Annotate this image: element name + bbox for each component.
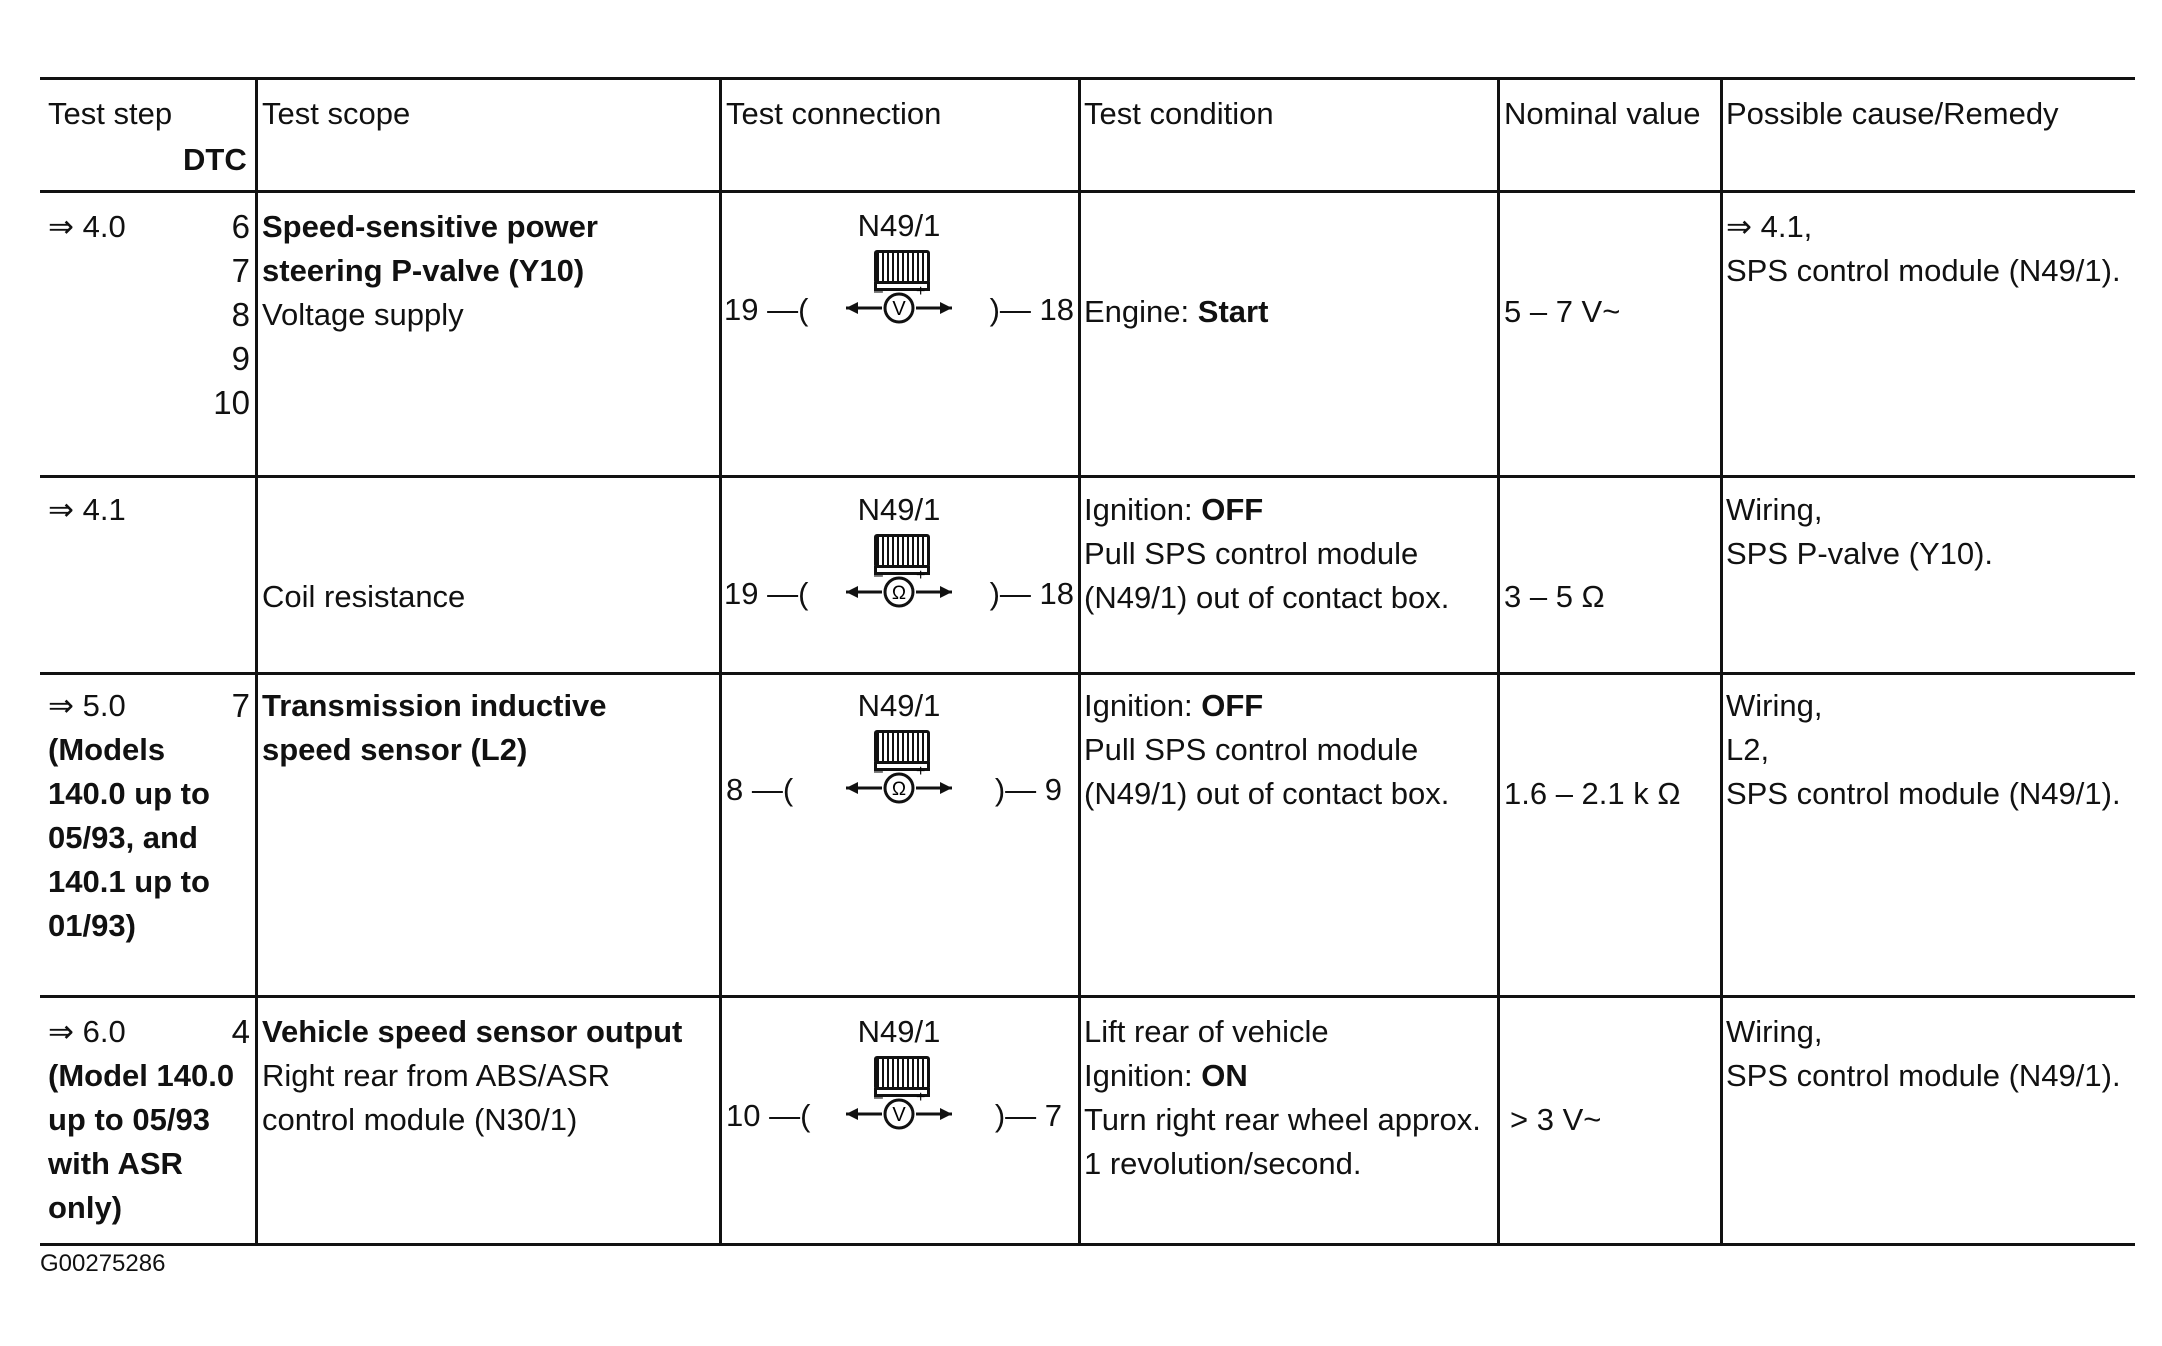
step-note-line: 05/93, and: [48, 820, 198, 855]
meter-symbol: V: [892, 298, 906, 320]
condition-line: (N49/1) out of contact box.: [1084, 580, 1450, 615]
scope-title-line: steering P-valve (Y10): [262, 253, 585, 288]
pin-right: )— 18: [989, 292, 1074, 327]
module-label: N49/1: [857, 1014, 941, 1049]
step-number: ⇒ 5.0: [48, 688, 126, 723]
row1-test-connection: [724, 206, 1074, 336]
row4-test-connection: [724, 1012, 1074, 1142]
step-note-line: (Model 140.0: [48, 1058, 235, 1093]
scope-title-line: Speed-sensitive power: [262, 209, 598, 244]
row2-possible-cause: [1726, 488, 1993, 576]
column-divider-2: [719, 77, 722, 1246]
svg-text:+: +: [916, 570, 926, 584]
row1-dtc-codes: [190, 205, 250, 425]
header-nominal-value: Nominal value: [1504, 96, 1701, 131]
svg-text:+: +: [916, 286, 926, 300]
cause-line: Wiring,: [1726, 492, 1823, 527]
header-test-connection: Test connection: [726, 96, 942, 131]
header-possible-cause: Possible cause/Remedy: [1726, 96, 2059, 131]
connector-box-icon: [874, 1056, 930, 1090]
dtc-code: 9: [231, 340, 250, 377]
pin-right: )— 18: [989, 576, 1074, 611]
voltmeter-ac-icon: [844, 1092, 954, 1136]
row4-test-condition: [1084, 1010, 1481, 1186]
row3-test-step: [48, 684, 210, 948]
condition-label: Ignition:: [1084, 688, 1202, 723]
module-label: N49/1: [857, 688, 941, 723]
condition-value: Start: [1197, 294, 1269, 329]
cause-line: ⇒ 4.1,: [1726, 209, 1813, 244]
condition-label: Engine:: [1084, 294, 1198, 329]
voltmeter-ac-icon: [844, 286, 954, 330]
row3-test-scope: [262, 684, 607, 772]
column-divider-3: [1078, 77, 1081, 1246]
step-note-line: 01/93): [48, 908, 136, 943]
scope-line: Voltage supply: [262, 297, 464, 332]
step-note-line: only): [48, 1190, 123, 1225]
ohmmeter-icon: [844, 766, 954, 810]
condition-line: (N49/1) out of contact box.: [1084, 776, 1450, 811]
cause-line: SPS control module (N49/1).: [1726, 776, 2121, 811]
header-rule: [40, 190, 2135, 193]
cause-line: Wiring,: [1726, 1014, 1823, 1049]
column-divider-1: [255, 77, 258, 1246]
dtc-code: 6: [231, 208, 250, 245]
dtc-code: 7: [231, 252, 250, 289]
cause-line: Wiring,: [1726, 688, 1823, 723]
condition-line: Pull SPS control module: [1084, 732, 1419, 767]
dtc-code: 10: [213, 384, 250, 421]
condition-value: ON: [1201, 1058, 1248, 1093]
pin-right: )— 7: [994, 1098, 1062, 1133]
row4-dtc-codes: [190, 1010, 250, 1054]
condition-line: 1 revolution/second.: [1084, 1146, 1362, 1181]
row2-test-condition: [1084, 488, 1449, 620]
header-test-scope: Test scope: [262, 96, 411, 131]
step-note-line: 140.0 up to: [48, 776, 210, 811]
row1-test-condition: [1084, 290, 1268, 334]
condition-value: OFF: [1201, 492, 1264, 527]
meter-symbol: Ω: [891, 779, 907, 800]
svg-text:+: +: [916, 766, 926, 780]
meter-symbol: Ω: [891, 583, 907, 604]
row3-possible-cause: [1726, 684, 2121, 816]
module-label: N49/1: [857, 208, 941, 243]
svg-text:+: +: [916, 1092, 926, 1106]
row1-possible-cause: [1726, 205, 2121, 293]
dtc-code: 8: [231, 296, 250, 333]
svg-text:–: –: [874, 570, 883, 584]
condition-line: Turn right rear wheel approx.: [1084, 1102, 1481, 1137]
row-rule-3: [40, 995, 2135, 998]
row3-test-connection: [724, 686, 1074, 816]
row1-nominal-value: 5 – 7 V~: [1504, 294, 1621, 329]
svg-text:–: –: [874, 1092, 883, 1106]
row-rule-1: [40, 475, 2135, 478]
row2-test-step: ⇒ 4.1: [48, 492, 126, 527]
condition-value: OFF: [1201, 688, 1264, 723]
connector-box-icon: [874, 534, 930, 568]
step-number: ⇒ 6.0: [48, 1014, 126, 1049]
dtc-code: 4: [231, 1013, 250, 1050]
cause-line: SPS control module (N49/1).: [1726, 253, 2121, 288]
row-rule-2: [40, 672, 2135, 675]
step-note-line: 140.1 up to: [48, 864, 210, 899]
meter-symbol: V: [892, 1104, 906, 1126]
svg-text:–: –: [874, 286, 883, 300]
cause-line: SPS control module (N49/1).: [1726, 1058, 2121, 1093]
column-divider-4: [1497, 77, 1500, 1246]
cause-line: SPS P-valve (Y10).: [1726, 536, 1994, 571]
scope-title-line: speed sensor (L2): [262, 732, 528, 767]
scope-line: Right rear from ABS/ASR: [262, 1058, 611, 1093]
row3-test-condition: [1084, 684, 1449, 816]
scope-title-line: Vehicle speed sensor output: [262, 1014, 683, 1049]
step-note-line: (Models: [48, 732, 166, 767]
row4-test-scope: [262, 1010, 682, 1142]
connector-box-icon: [874, 730, 930, 764]
pin-left: 8 —(: [726, 772, 794, 807]
column-divider-5: [1720, 77, 1723, 1246]
module-label: N49/1: [857, 492, 941, 527]
step-note-line: up to 05/93: [48, 1102, 210, 1137]
figure-code: G00275286: [40, 1250, 166, 1277]
row2-test-connection: [724, 490, 1074, 620]
condition-line: Pull SPS control module: [1084, 536, 1419, 571]
row1-test-step: ⇒ 4.0: [48, 209, 126, 244]
dtc-code: 7: [231, 687, 250, 724]
condition-label: Ignition:: [1084, 492, 1202, 527]
pin-left: 10 —(: [726, 1098, 811, 1133]
header-test-step: Test step: [48, 96, 173, 131]
pin-left: 19 —(: [724, 292, 809, 327]
cause-line: L2,: [1726, 732, 1770, 767]
header-test-condition: Test condition: [1084, 96, 1274, 131]
condition-label: Ignition:: [1084, 1058, 1202, 1093]
row1-test-scope: [262, 205, 598, 337]
header-dtc: DTC: [183, 142, 247, 177]
pin-right: )— 9: [994, 772, 1062, 807]
pin-left: 19 —(: [724, 576, 809, 611]
row3-dtc-codes: [190, 684, 250, 728]
connector-box-icon: [874, 250, 930, 284]
condition-line: Lift rear of vehicle: [1084, 1014, 1329, 1049]
ohmmeter-icon: [844, 570, 954, 614]
scope-line: control module (N30/1): [262, 1102, 578, 1137]
step-note-line: with ASR: [48, 1146, 183, 1181]
row2-nominal-value: 3 – 5 Ω: [1504, 579, 1605, 614]
row4-nominal-value: > 3 V~: [1510, 1102, 1602, 1137]
scope-title-line: Transmission inductive: [262, 688, 607, 723]
table-top-rule: [40, 77, 2135, 80]
row3-nominal-value: 1.6 – 2.1 k Ω: [1504, 776, 1681, 811]
row4-possible-cause: [1726, 1010, 2121, 1098]
svg-text:–: –: [874, 766, 883, 780]
table-bottom-rule: [40, 1243, 2135, 1246]
row2-test-scope: Coil resistance: [262, 579, 466, 614]
